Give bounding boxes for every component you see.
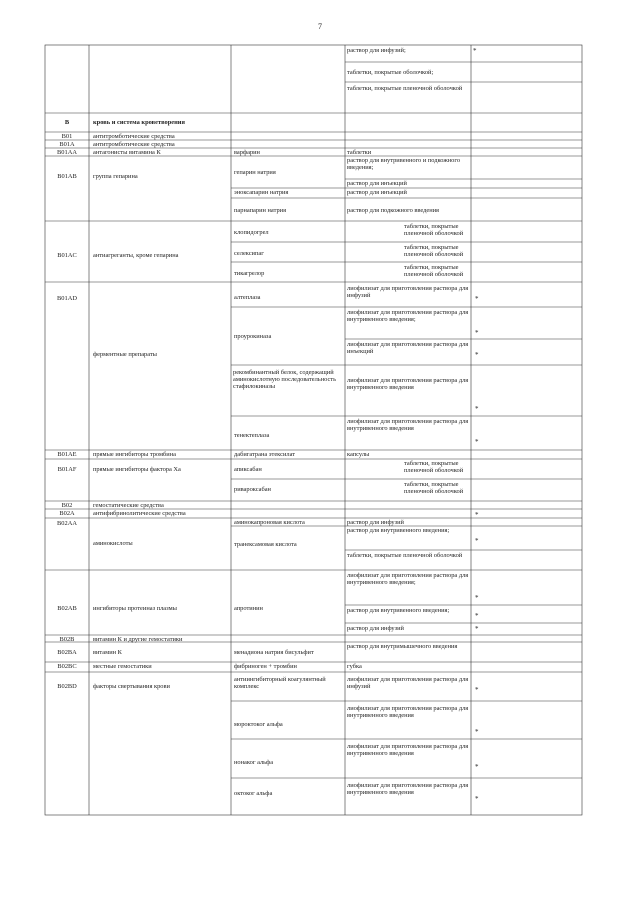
group-name: аминокислоты <box>93 540 133 547</box>
drug-name: селексипаг <box>234 250 264 257</box>
drug-name: апиксабан <box>234 466 262 473</box>
form-cell: таблетки, покрытые пленочной оболочкой <box>404 223 464 238</box>
marker: * <box>475 405 479 413</box>
atc-code: B02BC <box>57 663 77 670</box>
atc-code: B01AC <box>57 252 77 259</box>
form-cell: раствор для внутривенного введения; <box>347 527 450 534</box>
marker: * <box>475 612 479 620</box>
form-cell: лиофилизат для приготовления раствора для внутривенного введения <box>347 782 469 797</box>
form-cell: раствор для внутривенного и подкожного введения; <box>347 157 461 172</box>
marker: * <box>475 728 479 736</box>
marker: * <box>475 351 479 359</box>
group-name: факторы свертывания крови <box>93 683 170 690</box>
marker: * <box>475 537 479 545</box>
drug-name: парнапарин натрия <box>234 207 287 214</box>
drug-name: тикагрелор <box>234 270 265 277</box>
marker: * <box>475 686 479 694</box>
atc-code: B01AA <box>57 149 77 156</box>
group-name: прямые ингибиторы фактора Ха <box>93 466 181 473</box>
form-cell: раствор для внутривенного введения; <box>347 607 450 614</box>
group-name: антифибринолитические средства <box>93 510 186 517</box>
group-name: гемостатические средства <box>93 502 164 509</box>
form-cell: таблетки, покрытые пленочной оболочкой <box>404 264 464 279</box>
drug-name: аминокапроновая кислота <box>234 519 305 526</box>
drug-name: гепарин натрия <box>234 169 276 176</box>
atc-code: B01AF <box>57 466 77 473</box>
group-name: прямые ингибиторы тромбина <box>93 451 176 458</box>
form-cell: раствор для инъекций <box>347 189 407 196</box>
drug-name: октоког альфа <box>234 790 273 797</box>
form-cell: раствор для инфузий; <box>347 47 406 54</box>
form-cell: лиофилизат для приготовления раствора для внутривенного введения <box>347 418 469 433</box>
form-cell: таблетки, покрытые пленочной оболочкой <box>404 244 464 259</box>
marker: * <box>475 438 479 446</box>
form-cell: лиофилизат для приготовления раствора для инъекций <box>347 341 469 356</box>
atc-code: B02A <box>59 510 75 517</box>
form-cell: лиофилизат для приготовления раствора для внутривенного введения <box>347 743 469 758</box>
form-cell: губка <box>347 663 362 670</box>
drug-name: ривароксабан <box>234 486 271 493</box>
group-name: антиагреганты, кроме гепарина <box>93 252 179 259</box>
atc-code: B01AD <box>57 295 77 302</box>
form-cell: раствор для подкожного введения <box>347 207 440 214</box>
form-cell: лиофилизат для приготовления раствора для внутривенного введения; <box>347 572 469 587</box>
group-name: ингибиторы протеиназ плазмы <box>93 605 177 612</box>
group-name: группа гепарина <box>93 173 138 180</box>
drug-name: фибриноген + тромбин <box>234 663 297 670</box>
section-code: B <box>64 119 70 126</box>
drug-name: тенектеплаза <box>234 432 270 439</box>
form-cell: таблетки, покрытые пленочной оболочкой <box>347 552 463 559</box>
form-cell: лиофилизат для приготовления раствора для внутривенного введения; <box>347 309 469 324</box>
form-cell: таблетки <box>347 149 372 156</box>
drug-name: дабигатрана этексилат <box>234 451 296 458</box>
page-number: 7 <box>318 22 322 31</box>
section-title: кровь и система кроветворения <box>93 119 185 126</box>
group-name: антагонисты витамина К <box>93 149 161 156</box>
marker: * <box>475 329 479 337</box>
group-name: антитромботические средства <box>93 141 175 148</box>
atc-code: B02AA <box>57 520 77 527</box>
atc-code: B01AE <box>57 451 77 458</box>
atc-code: B01A <box>59 141 75 148</box>
marker: * <box>475 763 479 771</box>
group-name: местные гемостатики <box>93 663 152 670</box>
atc-code: B02AB <box>57 605 77 612</box>
drug-name: рекомбинантный белок, содержащий аминокислотную последовательность стафилокиназы <box>233 369 337 391</box>
marker: * <box>475 625 479 633</box>
marker: * <box>475 511 479 519</box>
drug-name: алтеплаза <box>234 294 261 301</box>
group-name: ферментные препараты <box>93 351 157 358</box>
group-name: витамин К <box>93 649 122 656</box>
drug-name: эноксапарин натрия <box>234 189 289 196</box>
atc-code: B02 <box>61 502 73 509</box>
form-cell: лиофилизат для приготовления раствора для внутривенного введения <box>347 705 469 720</box>
group-name: витамин К и другие гемостатики <box>93 636 183 643</box>
atc-code: B02B <box>59 636 75 643</box>
marker: * <box>475 594 479 602</box>
form-cell: раствор для инфузий <box>347 625 404 632</box>
drug-name: клопидогрел <box>234 229 269 236</box>
atc-code: B01AB <box>57 173 77 180</box>
marker: * <box>475 295 479 303</box>
drug-name: транексамовая кислота <box>234 541 297 548</box>
drug-name: антиингибиторный коагулянтный комплекс <box>234 676 326 691</box>
form-cell: раствор для внутримышечного введения <box>347 643 458 650</box>
form-cell: капсулы <box>347 451 370 458</box>
form-cell: лиофилизат для приготовления раствора для внутривенного введения <box>347 377 469 392</box>
marker: * <box>473 47 477 55</box>
form-cell: таблетки, покрытые пленочной оболочкой <box>404 460 464 475</box>
drug-name: проурокиназа <box>234 333 272 340</box>
atc-code: B01 <box>61 133 73 140</box>
drug-name: апротинин <box>234 605 263 612</box>
form-cell: таблетки, покрытые пленочной оболочкой <box>347 85 463 92</box>
form-cell: лиофилизат для приготовления раствора для инфузий <box>347 676 469 691</box>
form-cell: раствор для инъекций <box>347 180 407 187</box>
drug-name: нонаког альфа <box>234 759 274 766</box>
form-cell: лиофилизат для приготовления раствора для инфузий <box>347 285 469 300</box>
drug-name: менадиона натрия бисульфит <box>234 649 314 656</box>
table-grid-lines <box>45 45 582 815</box>
marker: * <box>475 795 479 803</box>
form-cell: раствор для инфузий <box>347 519 404 526</box>
drug-name: варфарин <box>234 149 260 156</box>
atc-code: B02BA <box>57 649 77 656</box>
drug-table <box>45 45 582 815</box>
group-name: антитромботические средства <box>93 133 175 140</box>
form-cell: таблетки, покрытые пленочной оболочкой <box>404 481 464 496</box>
atc-code: B02BD <box>57 683 77 690</box>
form-cell: таблетки, покрытые оболочкой; <box>347 69 434 76</box>
drug-name: мороктоког альфа <box>234 721 283 728</box>
